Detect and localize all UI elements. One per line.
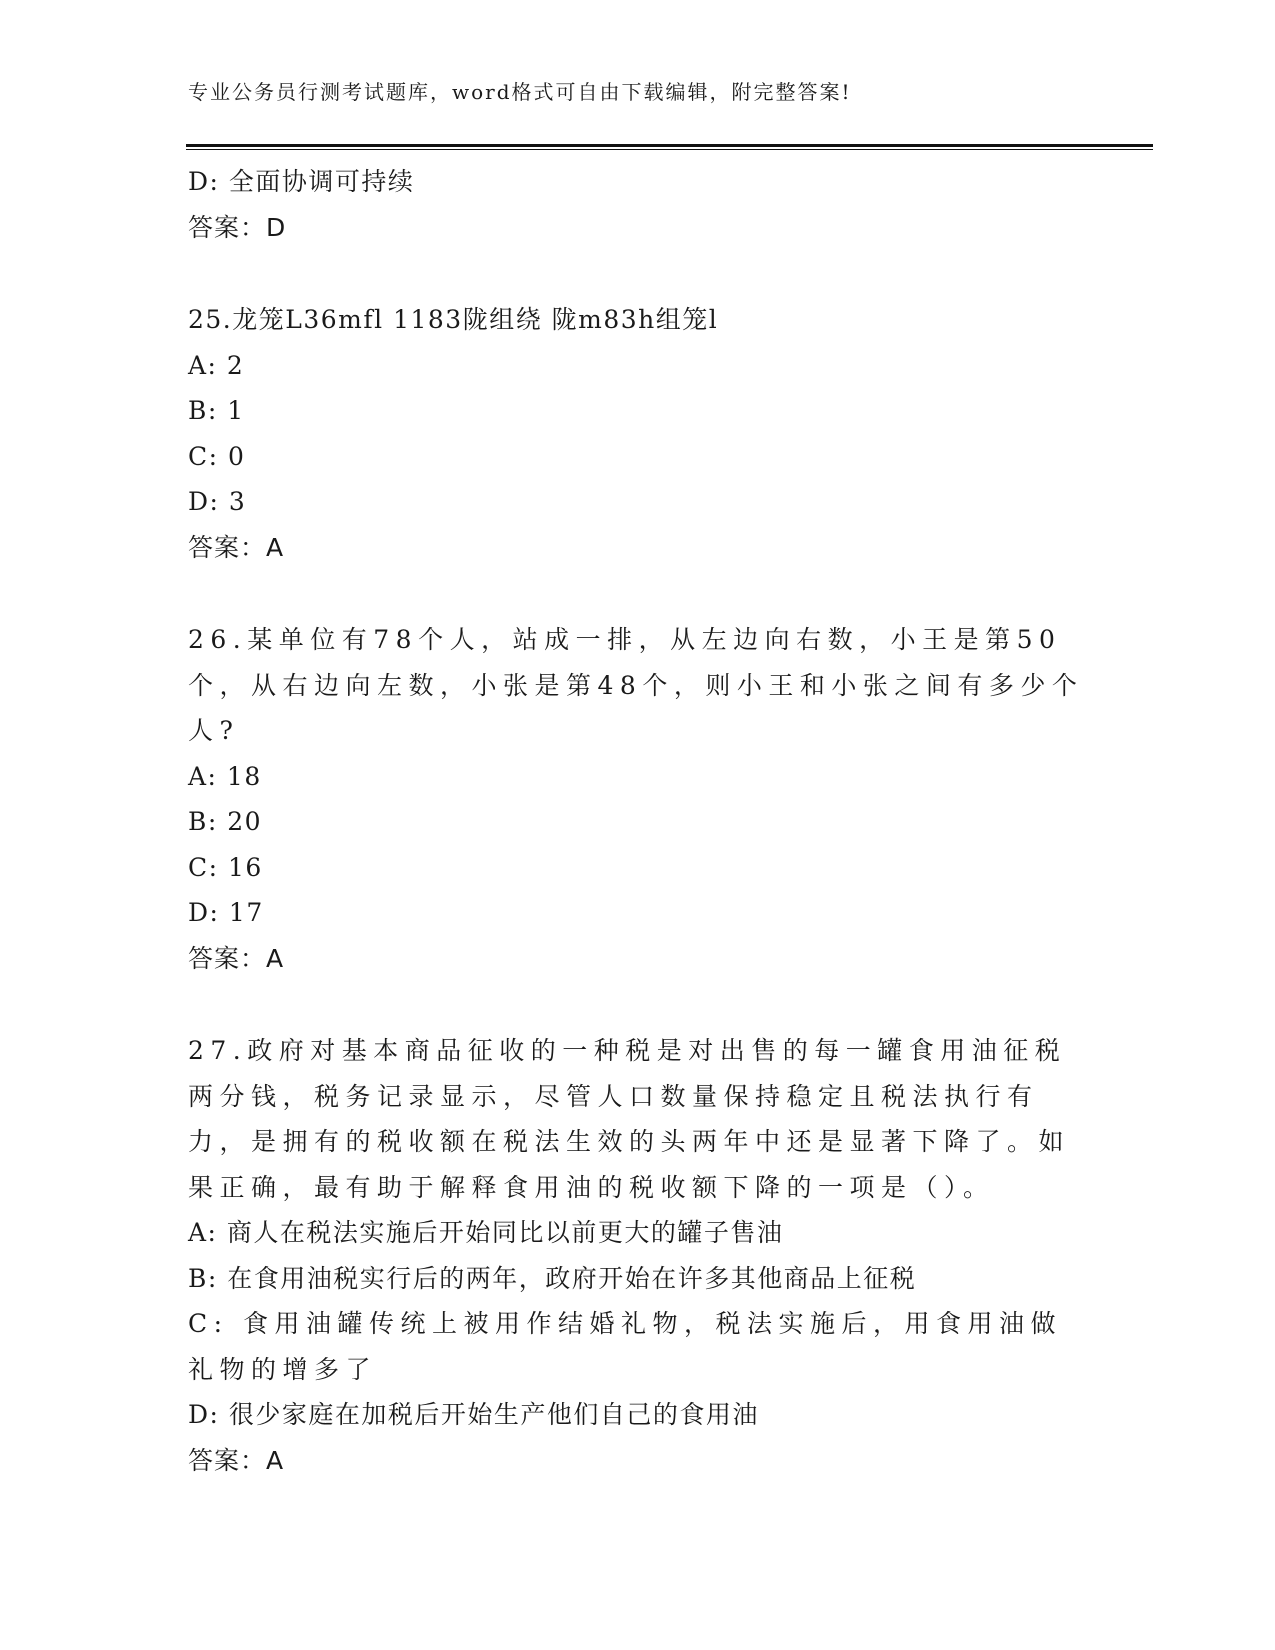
option-d: D: 3 [188, 487, 247, 516]
prev-answer: 答案：D [188, 212, 287, 242]
option-b: B: 20 [188, 807, 263, 836]
page-content [188, 159, 1088, 1483]
prev-option-d: D: 全面协调可持续 [188, 167, 415, 196]
option-c: C: 食用油罐传统上被用作结婚礼物，税法实施后，用食用油做礼物的增多了 [188, 1309, 1063, 1384]
option-d: D: 很少家庭在加税后开始生产他们自己的食用油 [188, 1400, 759, 1429]
question-stem: 25.龙笼L36mfl 1183陇组绕 陇m83h组笼l [188, 305, 719, 334]
header-rule-thick [186, 144, 1153, 147]
question-25 [188, 297, 1088, 570]
question-stem: 27.政府对基本商品征收的一种税是对出售的每一罐食用油征税两分钱，税务记录显示，尽管人口数量保持稳定且税法执行有力，是拥有的税收额在税法生效的头两年中还是显著下降了。如果正确，最有助于解释食用油的税收额下降的一项是（）。 [188, 1036, 1071, 1202]
option-c: C: 0 [188, 441, 246, 471]
header-rule-thin [186, 149, 1153, 150]
option-a: A: 商人在税法实施后开始同比以前更大的罐子售油 [188, 1218, 784, 1247]
option-a: A: 2 [188, 350, 245, 380]
question-27 [188, 1028, 1088, 1483]
answer: 答案：A [188, 532, 285, 562]
option-b: B: 1 [188, 396, 245, 425]
question-stem: 26.某单位有78个人，站成一排，从左边向右数，小王是第50个，从右边向左数，小张是第48个，则小王和小张之间有多少个人? [188, 625, 1084, 745]
option-c: C: 16 [188, 852, 263, 882]
option-d: D: 17 [188, 898, 264, 927]
option-a: A: 18 [188, 761, 262, 791]
page-header: 专业公务员行测考试题库，word格式可自由下载编辑，附完整答案! [188, 80, 852, 104]
answer: 答案：A [188, 943, 285, 973]
question-26 [188, 617, 1088, 981]
answer: 答案：A [188, 1445, 285, 1475]
option-b: B: 在食用油税实行后的两年，政府开始在许多其他商品上征税 [188, 1263, 917, 1293]
